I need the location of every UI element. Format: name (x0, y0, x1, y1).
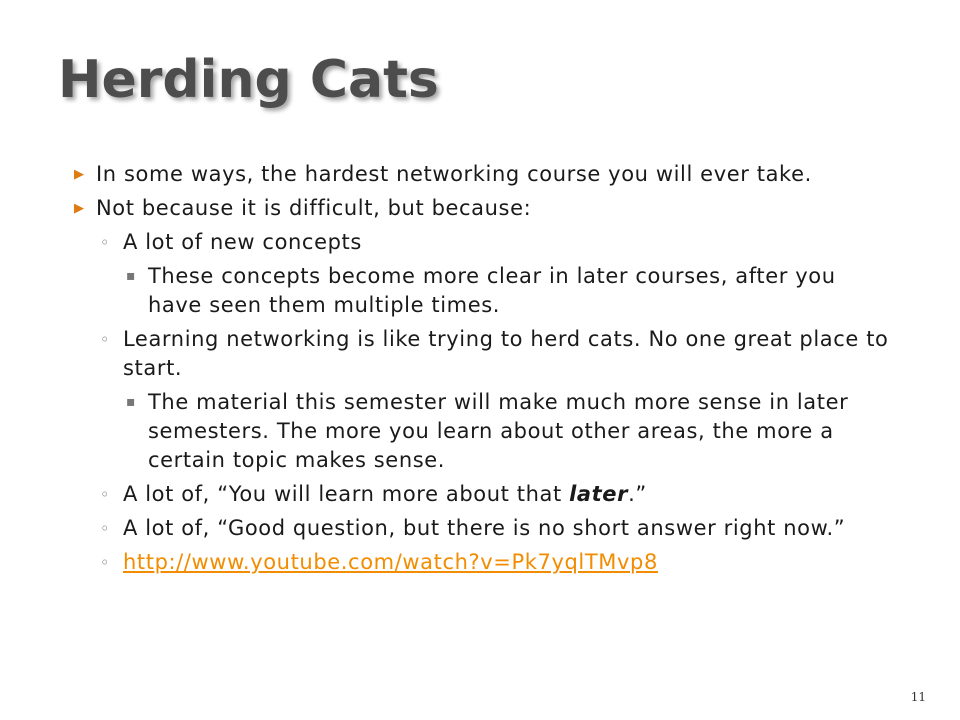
circle-bullet-icon: ◦ (100, 553, 111, 572)
arrow-bullet-icon: ▶ (74, 167, 85, 182)
bullet-text: Learning networking is like trying to herd cats. No one great place to start. (123, 327, 889, 380)
bullet-text (123, 482, 647, 506)
circle-bullet-icon: ◦ (100, 485, 111, 504)
bullet-level2 (70, 514, 890, 543)
slide-content (70, 160, 890, 582)
bullet-text-prefix: A lot of, “You will learn more about that (123, 482, 570, 506)
circle-bullet-icon: ◦ (100, 519, 111, 538)
slide-title: Herding Cats (58, 50, 439, 110)
arrow-bullet-icon: ▶ (74, 201, 85, 216)
bullet-level1 (70, 194, 890, 223)
bullet-text-emphasis: later (569, 482, 629, 506)
bullet-text: Not because it is difficult, but because: (96, 196, 532, 220)
bullet-text: In some ways, the hardest networking course you will ever take. (96, 162, 812, 186)
square-bullet-icon: ▪ (126, 394, 137, 410)
page-number: 11 (910, 690, 926, 704)
circle-bullet-icon: ◦ (100, 330, 111, 349)
bullet-text: The material this semester will make much more sense in later semesters. The more you learn about other areas, the more a certain topic makes sense. (148, 390, 849, 472)
circle-bullet-icon: ◦ (100, 233, 111, 252)
bullet-text-suffix: .” (628, 482, 647, 506)
bullet-level2 (70, 325, 890, 383)
youtube-link[interactable]: http://www.youtube.com/watch?v=Pk7yqlTMvp8 (123, 550, 658, 574)
bullet-level3 (70, 262, 890, 320)
bullet-level2 (70, 480, 890, 509)
bullet-text: A lot of new concepts (123, 230, 362, 254)
bullet-level2 (70, 228, 890, 257)
bullet-text: These concepts become more clear in later courses, after you have seen them multiple times. (148, 264, 836, 317)
bullet-text: A lot of, “Good question, but there is no short answer right now.” (123, 516, 846, 540)
bullet-level1 (70, 160, 890, 189)
square-bullet-icon: ▪ (126, 268, 137, 284)
bullet-level2 (70, 548, 890, 577)
bullet-level3 (70, 388, 890, 475)
